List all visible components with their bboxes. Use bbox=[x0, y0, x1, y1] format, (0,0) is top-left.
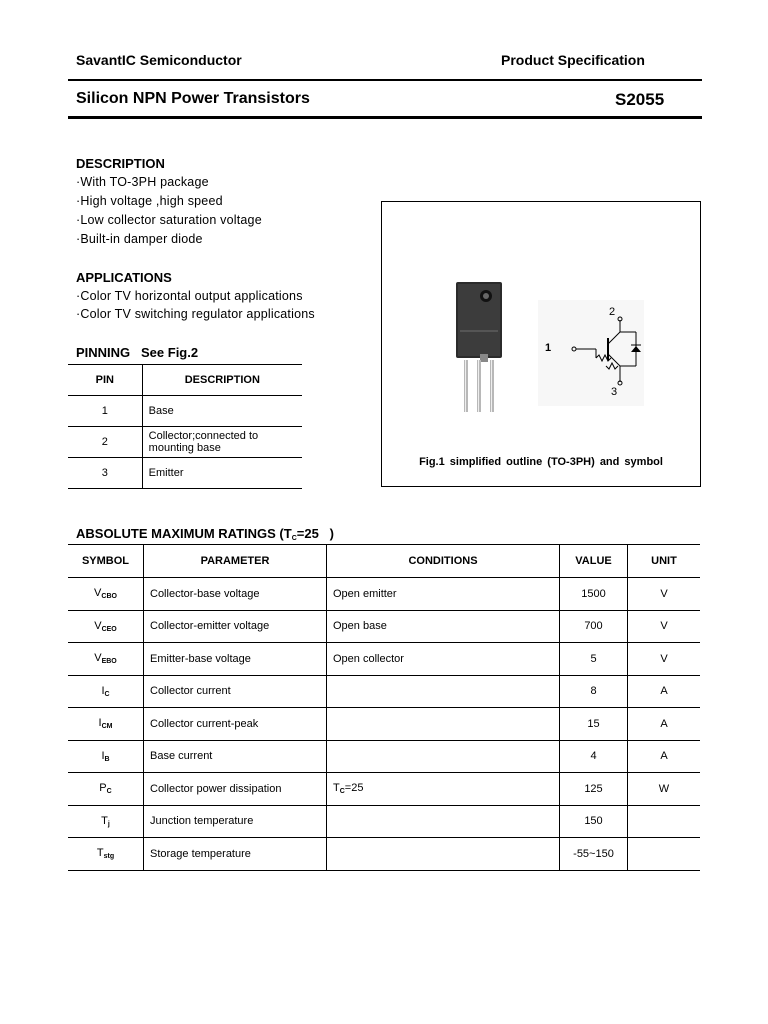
unit-cell: A bbox=[628, 675, 701, 708]
symbol-cell bbox=[68, 838, 144, 871]
pin-number: 1 bbox=[68, 396, 142, 427]
ratings-heading bbox=[76, 526, 334, 542]
ratings-heading-sub: C bbox=[291, 535, 297, 542]
value-cell: 8 bbox=[560, 675, 628, 708]
symbol-cell bbox=[68, 708, 144, 741]
table-row bbox=[68, 773, 700, 806]
conditions-cell bbox=[327, 708, 560, 741]
value-cell: -55~150 bbox=[560, 838, 628, 871]
parameter-cell: Emitter-base voltage bbox=[144, 643, 327, 676]
table-row bbox=[68, 838, 700, 871]
applications-heading: APPLICATIONS bbox=[76, 270, 172, 285]
symbol-main: V bbox=[94, 619, 102, 632]
symbol-sub: C bbox=[104, 690, 110, 698]
symbol-main: T bbox=[101, 814, 108, 827]
parameter-cell: Junction temperature bbox=[144, 805, 327, 838]
table-header-row bbox=[68, 545, 700, 578]
description-heading: DESCRIPTION bbox=[76, 156, 165, 171]
column-header-description: DESCRIPTION bbox=[142, 365, 302, 396]
symbol-main: V bbox=[94, 652, 102, 665]
symbol-sub: B bbox=[104, 755, 110, 763]
column-header-unit: UNIT bbox=[628, 545, 701, 578]
description-item: ·High voltage ,high speed bbox=[76, 194, 223, 208]
parameter-cell: Collector-emitter voltage bbox=[144, 610, 327, 643]
parameter-cell: Collector current-peak bbox=[144, 708, 327, 741]
symbol-main: I bbox=[101, 684, 105, 697]
parameter-cell: Collector power dissipation bbox=[144, 773, 327, 806]
unit-cell: V bbox=[628, 578, 701, 611]
value-cell: 4 bbox=[560, 740, 628, 773]
value-cell: 1500 bbox=[560, 578, 628, 611]
pinning-table bbox=[68, 364, 302, 489]
applications-item: ·Color TV horizontal output applications bbox=[76, 289, 303, 303]
symbol-pin-1-label: 1 bbox=[545, 342, 552, 354]
doc-type: Product Specification bbox=[501, 52, 645, 68]
pin-number: 2 bbox=[68, 427, 142, 458]
part-number: S2055 bbox=[615, 90, 665, 109]
header-rule-top bbox=[68, 79, 702, 81]
table-row bbox=[68, 675, 700, 708]
table-row bbox=[68, 740, 700, 773]
company-name: SavantIC Semiconductor bbox=[76, 52, 242, 68]
table-row bbox=[68, 427, 302, 458]
applications-item: ·Color TV switching regulator applications bbox=[76, 307, 315, 321]
conditions-cell bbox=[327, 773, 560, 806]
symbol-sub: CEO bbox=[101, 625, 117, 633]
symbol-pin-3-label: 3 bbox=[611, 386, 618, 398]
table-row bbox=[68, 458, 302, 489]
table-header-row bbox=[68, 365, 302, 396]
symbol-cell bbox=[68, 610, 144, 643]
ratings-table bbox=[68, 544, 700, 871]
column-header-value: VALUE bbox=[560, 545, 628, 578]
conditions-cell bbox=[327, 838, 560, 871]
column-header-symbol: SYMBOL bbox=[68, 545, 144, 578]
table-row bbox=[68, 578, 700, 611]
value-cell: 150 bbox=[560, 805, 628, 838]
symbol-cell bbox=[68, 643, 144, 676]
symbol-cell bbox=[68, 578, 144, 611]
symbol-sub: CM bbox=[101, 723, 113, 731]
pin-description: Collector;connected to mounting base bbox=[142, 427, 302, 458]
column-header-conditions: CONDITIONS bbox=[327, 545, 560, 578]
pin-description: Base bbox=[142, 396, 302, 427]
conditions-cell: Open base bbox=[327, 610, 560, 643]
symbol-main: I bbox=[98, 717, 102, 730]
table-row bbox=[68, 805, 700, 838]
condition-main: T bbox=[333, 782, 340, 795]
parameter-cell: Collector-base voltage bbox=[144, 578, 327, 611]
description-item: ·Built-in damper diode bbox=[76, 232, 203, 246]
table-row bbox=[68, 396, 302, 427]
symbol-pin-2-label: 2 bbox=[609, 306, 616, 318]
symbol-sub: j bbox=[107, 820, 110, 828]
ratings-heading-text: ABSOLUTE MAXIMUM RATINGS (T bbox=[76, 526, 292, 541]
parameter-cell: Base current bbox=[144, 740, 327, 773]
conditions-cell bbox=[327, 675, 560, 708]
figure-caption: Fig.1 simplified outline (TO-3PH) and symbol bbox=[419, 456, 663, 468]
header-rule-bottom bbox=[68, 116, 702, 119]
parameter-cell: Storage temperature bbox=[144, 838, 327, 871]
unit-cell: A bbox=[628, 740, 701, 773]
unit-cell: V bbox=[628, 610, 701, 643]
unit-cell bbox=[628, 805, 701, 838]
ratings-heading-post: =25 ) bbox=[296, 526, 334, 541]
pin-number: 3 bbox=[68, 458, 142, 489]
symbol-cell bbox=[68, 805, 144, 838]
unit-cell: V bbox=[628, 643, 701, 676]
symbol-main: T bbox=[96, 847, 104, 860]
pinning-heading: PINNING See Fig.2 bbox=[76, 345, 199, 360]
conditions-cell: Open emitter bbox=[327, 578, 560, 611]
value-cell: 125 bbox=[560, 773, 628, 806]
table-row bbox=[68, 610, 700, 643]
description-item: ·With TO-3PH package bbox=[76, 175, 209, 189]
conditions-cell: Open collector bbox=[327, 643, 560, 676]
transistor-package-image bbox=[452, 280, 512, 415]
value-cell: 5 bbox=[560, 643, 628, 676]
symbol-sub: stg bbox=[103, 853, 115, 861]
table-row bbox=[68, 643, 700, 676]
column-header-pin: PIN bbox=[68, 365, 142, 396]
figure-box bbox=[381, 201, 701, 487]
symbol-sub: EBO bbox=[101, 658, 117, 666]
symbol-main: V bbox=[94, 587, 102, 600]
table-row bbox=[68, 708, 700, 741]
unit-cell: A bbox=[628, 708, 701, 741]
unit-cell: W bbox=[628, 773, 701, 806]
conditions-cell bbox=[327, 740, 560, 773]
conditions-cell bbox=[327, 805, 560, 838]
symbol-sub: CBO bbox=[101, 593, 117, 601]
column-header-parameter: PARAMETER bbox=[144, 545, 327, 578]
pin-description: Emitter bbox=[142, 458, 302, 489]
condition-sub: C bbox=[339, 788, 345, 796]
value-cell: 700 bbox=[560, 610, 628, 643]
symbol-cell bbox=[68, 675, 144, 708]
transistor-symbol-image bbox=[534, 294, 654, 409]
symbol-cell bbox=[68, 740, 144, 773]
value-cell: 15 bbox=[560, 708, 628, 741]
symbol-main: I bbox=[101, 749, 105, 762]
symbol-cell bbox=[68, 773, 144, 806]
description-item: ·Low collector saturation voltage bbox=[76, 213, 262, 227]
symbol-sub: C bbox=[106, 788, 112, 796]
symbol-main: P bbox=[99, 782, 107, 795]
page-title: Silicon NPN Power Transistors bbox=[76, 90, 310, 107]
parameter-cell: Collector current bbox=[144, 675, 327, 708]
unit-cell bbox=[628, 838, 701, 871]
condition-post: =25 bbox=[344, 782, 364, 795]
